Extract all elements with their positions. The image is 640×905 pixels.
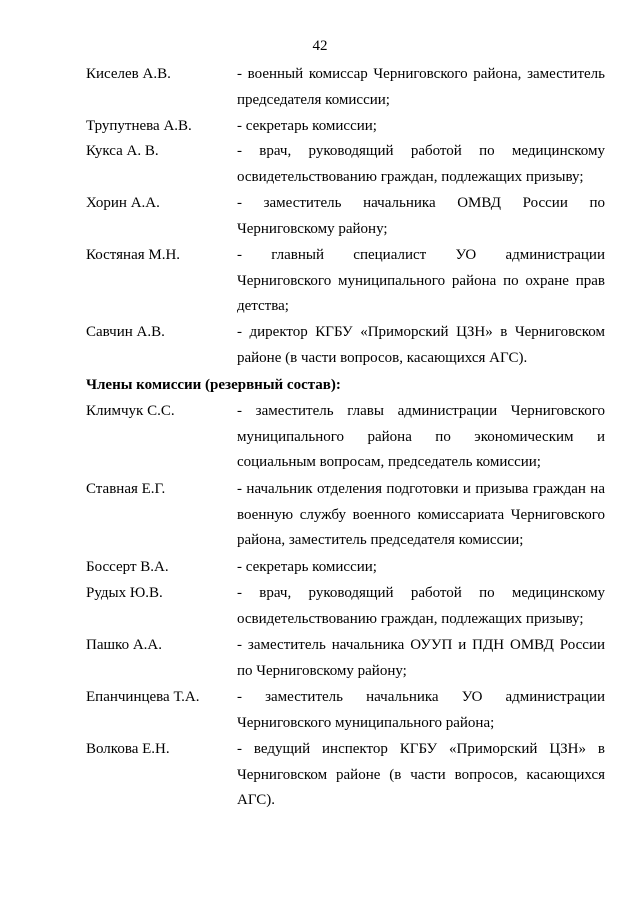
role-line: - главный специалист УО администрации (237, 247, 605, 263)
member-role (237, 320, 605, 371)
member-role (237, 114, 605, 140)
member-role (237, 555, 605, 581)
role-line: Черниговском районе (в части вопросов, касающихся (237, 766, 605, 783)
member-name: Киселев А.В. (86, 66, 171, 82)
role-line: - военный комиссар Черниговского района, заместитель (237, 66, 605, 82)
member-name: Боссерт В.А. (86, 559, 169, 575)
member-role (237, 581, 605, 632)
member-name: Костяная М.Н. (86, 247, 181, 263)
member-name: Хорин А.А. (86, 195, 160, 211)
role-line: - врач, руководящий работой по медицинскому (237, 143, 605, 159)
role-line: освидетельствованию граждан, подлежащих призыву; (237, 168, 584, 185)
role-line: по Черниговскому району; (237, 662, 407, 679)
role-line: Черниговского муниципального района; (237, 714, 495, 731)
role-line: военную службу военного комиссариата Черниговского (237, 506, 605, 523)
member-role (237, 399, 605, 476)
role-line: председателя комиссии; (237, 91, 390, 108)
role-line: - начальник отделения подготовки и призыва граждан на (237, 481, 605, 497)
member-name: Климчук С.С. (86, 403, 175, 419)
role-line: - заместитель главы администрации Черниговского (237, 403, 605, 419)
role-line: Черниговскому району; (237, 220, 388, 237)
role-line: - секретарь комиссии; (237, 559, 377, 575)
role-line: - директор КГБУ «Приморский ЦЗН» в Черниговском (237, 324, 605, 340)
role-line: социальным вопросам, председатель комиссии; (237, 454, 541, 470)
member-role (237, 62, 605, 113)
role-line: освидетельствованию граждан, подлежащих призыву; (237, 610, 584, 627)
role-line: - заместитель начальника ОУУП и ПДН ОМВД России (237, 637, 605, 653)
member-role (237, 737, 605, 814)
member-role (237, 243, 605, 320)
member-name: Савчин А.В. (86, 324, 165, 340)
role-line: - заместитель начальника ОМВД России по (237, 195, 605, 211)
member-role (237, 685, 605, 736)
member-name: Пашко А.А. (86, 637, 162, 653)
member-name: Трупутнева А.В. (86, 118, 192, 134)
member-name: Ставная Е.Г. (86, 481, 166, 497)
member-name: Епанчинцева Т.А. (86, 689, 200, 705)
role-line: - заместитель начальника УО администрации (237, 689, 605, 705)
role-line: районе (в части вопросов, касающихся АГС). (237, 349, 528, 366)
role-line: - врач, руководящий работой по медицинскому (237, 585, 605, 601)
role-line: Черниговского муниципального района по охране прав (237, 272, 605, 289)
role-line: - секретарь комиссии; (237, 118, 377, 134)
page-number: 42 (312, 38, 328, 54)
member-role (237, 477, 605, 554)
role-line: муниципального района по экономическим и (237, 428, 605, 445)
member-role (237, 191, 605, 242)
role-line: - ведущий инспектор КГБУ «Приморский ЦЗН» в (237, 741, 605, 757)
member-name: Рудых Ю.В. (86, 585, 163, 601)
member-role (237, 633, 605, 684)
member-role (237, 139, 605, 190)
role-line: детства; (237, 298, 289, 314)
member-name: Кукса А. В. (86, 143, 159, 159)
role-line: АГС). (237, 792, 276, 808)
role-line: района, заместитель председателя комиссии; (237, 532, 524, 548)
member-name: Волкова Е.Н. (86, 741, 170, 757)
reserve-heading: Члены комиссии (резервный состав): (86, 377, 341, 393)
